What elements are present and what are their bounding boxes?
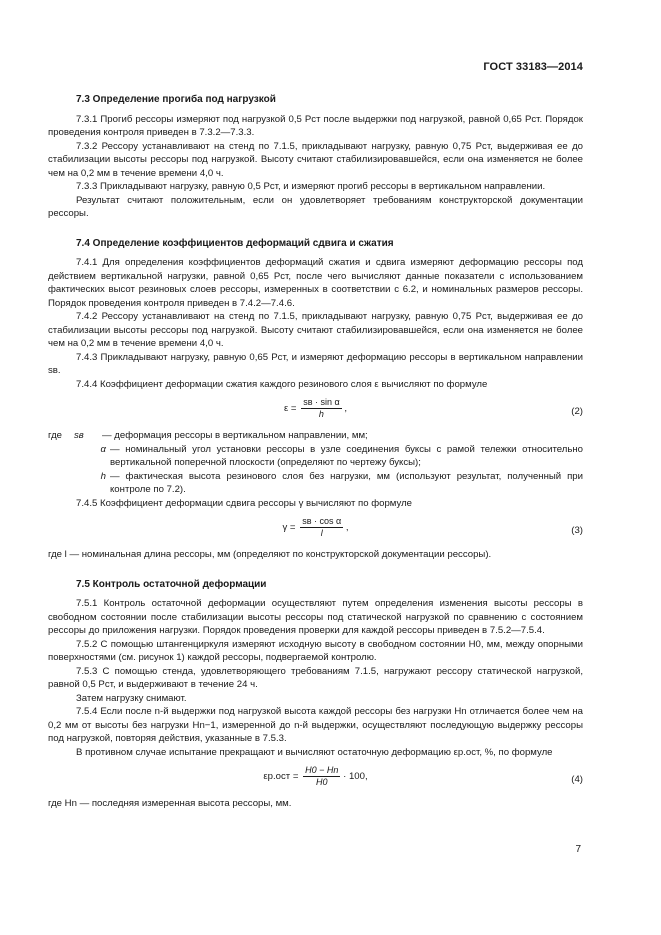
equation-tail: ,	[345, 521, 349, 533]
definition-lead: где	[48, 430, 63, 441]
paragraph: Результат считают положительным, если он удовлетворяет требованиям конструкторской документации рессоры.	[48, 194, 583, 219]
paragraph: 7.5.1 Контроль остаточной деформации осуществляют путем определения изменения высоты рессоры в свободном состоянии после стабилизации высоты рессоры под статической нагрузкой по сравнению с состоянием рессоры до приложения нагрузки. Порядок проведения проверки для каждой рессоры приведен в 7.5.2—7.5.4.	[48, 598, 583, 636]
paragraph: 7.5.2 С помощью штангенциркуля измеряют исходную высоту в свободном состоянии H0, мм, между опорными поверхностями (см. рисунок 1) каждой рессоры, подвергаемой контролю.	[48, 638, 583, 663]
fraction-denominator: l	[320, 528, 323, 538]
paragraph: 7.3.1 Прогиб рессоры измеряют под нагрузкой 0,5 Pст после выдержки под нагрузкой, равной 0,65 Pст. Порядок проведения контроля приведен в 7.3.2—7.3.3.	[48, 113, 583, 138]
definition-row	[48, 470, 583, 497]
paragraph: 7.4.3 Прикладывают нагрузку, равную 0,65 Pст, и измеряют деформацию рессоры в вертикальном направлении sв.	[48, 351, 583, 376]
equation-fraction	[303, 765, 340, 788]
paragraph: где l — номинальная длина рессоры, мм (определяют по конструкторской документации рессоры).	[48, 549, 492, 560]
definition-row	[48, 429, 583, 443]
equation-4	[48, 765, 583, 793]
equation-2	[48, 397, 583, 425]
paragraph: 7.4.1 Для определения коэффициентов деформаций сжатия и сдвига измеряют деформацию рессоры под действием вертикальной нагрузки, равной 0,65 Pст, после чего вычисляют данные показатели с использованием фактических высот резиновых слоев рессоры, измеренных в соответствии с 6.2, и номинальных размеров рессоры. Порядок проведения контроля приведен в 7.4.2—7.4.6.	[48, 257, 583, 309]
equation-tail: ,	[344, 402, 348, 414]
section-title: 7.3 Определение прогиба под нагрузкой	[76, 94, 276, 105]
paragraph: 7.4.5 Коэффициент деформации сдвига рессоры γ вычисляют по формуле	[76, 497, 412, 509]
definition-text: — номинальный угол установки рессоры в узле соединения буксы с рамой тележки относительно вертикальной поперечной плоскости (определяют по чертежу буксы);	[110, 443, 583, 468]
definition-text: — деформация рессоры в вертикальном направлении, мм;	[102, 430, 368, 441]
paragraph: 7.4.4 Коэффициент деформации сжатия каждого резинового слоя ε вычисляют по формуле	[76, 378, 488, 390]
paragraph: 7.5.3 С помощью стенда, удовлетворяющего требованиям 7.1.5, нагружают рессору статической нагрузкой, равной 0,5 Pст, и выдерживают в течение 24 ч.	[48, 665, 583, 690]
equation-3	[48, 516, 583, 544]
equation-tail: · 100,	[343, 770, 368, 782]
page-number: 7	[575, 844, 581, 855]
equation-lhs: ε =	[283, 402, 297, 414]
definition-row	[48, 443, 583, 470]
paragraph: 7.3.3 Прикладывают нагрузку, равную 0,5 Pст, и измеряют прогиб рессоры в вертикальном направлении.	[76, 181, 546, 192]
fraction-numerator: sв · cos α	[302, 516, 342, 526]
page-content	[48, 89, 583, 811]
equation-lhs: γ =	[282, 521, 296, 533]
paragraph: 7.5.4 Если после n-й выдержки под нагрузкой высота каждой рессоры без нагрузки Hn отличается более чем на 0,2 мм от высоты без нагрузки Hn−1, измеренной до n-й выдержки, осуществляют последующую выдержку рессоры под нагрузкой, повторяя действия, указанные в 7.5.3.	[48, 706, 583, 744]
equation-fraction	[300, 516, 343, 539]
definition-symbol: h	[100, 470, 106, 482]
fraction-denominator: h	[318, 409, 324, 419]
definition-text: — фактическая высота резинового слоя без нагрузки, мм (используют результат, полученный при контроле по 7.2).	[110, 470, 583, 495]
document-id: ГОСТ 33183—2014	[483, 61, 583, 73]
paragraph: где Hn — последняя измеренная высота рессоры, мм.	[48, 798, 292, 809]
definition-symbol: sв	[74, 430, 84, 441]
paragraph: 7.3.2 Рессору устанавливают на стенд по 7.1.5, прикладывают нагрузку, равную 0,75 Pст, выдерживая ее до стабилизации высоты рессоры под нагрузкой. Высоту считают стабилизировавшейся, если она изменяется не более чем на 0,2 мм в течение времени 4,0 ч.	[48, 140, 583, 179]
paragraph: В противном случае испытание прекращают и вычисляют остаточную деформацию εр.ост, %, по формуле	[76, 746, 553, 758]
equation-lhs: εр.ост =	[263, 770, 299, 782]
fraction-numerator: H0 − Hn	[305, 765, 339, 775]
equation-number: (2)	[571, 406, 583, 417]
equation-number: (4)	[571, 774, 583, 785]
definition-symbol: α	[100, 443, 106, 455]
fraction-denominator: H0	[316, 777, 328, 787]
fraction-numerator: sв · sin α	[303, 397, 340, 407]
paragraph: 7.4.2 Рессору устанавливают на стенд по 7.1.5, прикладывают нагрузку, равную 0,75 Pст, выдерживая ее до стабилизации высоты рессоры под нагрузкой. Высоту считают стабилизировавшейся, если она изменяется не более чем на 0,2 мм в течение времени 4,0 ч.	[48, 311, 583, 349]
equation-fraction	[301, 397, 342, 420]
paragraph: Затем нагрузку снимают.	[76, 692, 187, 704]
section-title: 7.5 Контроль остаточной деформации	[76, 578, 267, 590]
section-title: 7.4 Определение коэффициентов деформаций сдвига и сжатия	[76, 237, 394, 249]
equation-number: (3)	[571, 525, 583, 536]
